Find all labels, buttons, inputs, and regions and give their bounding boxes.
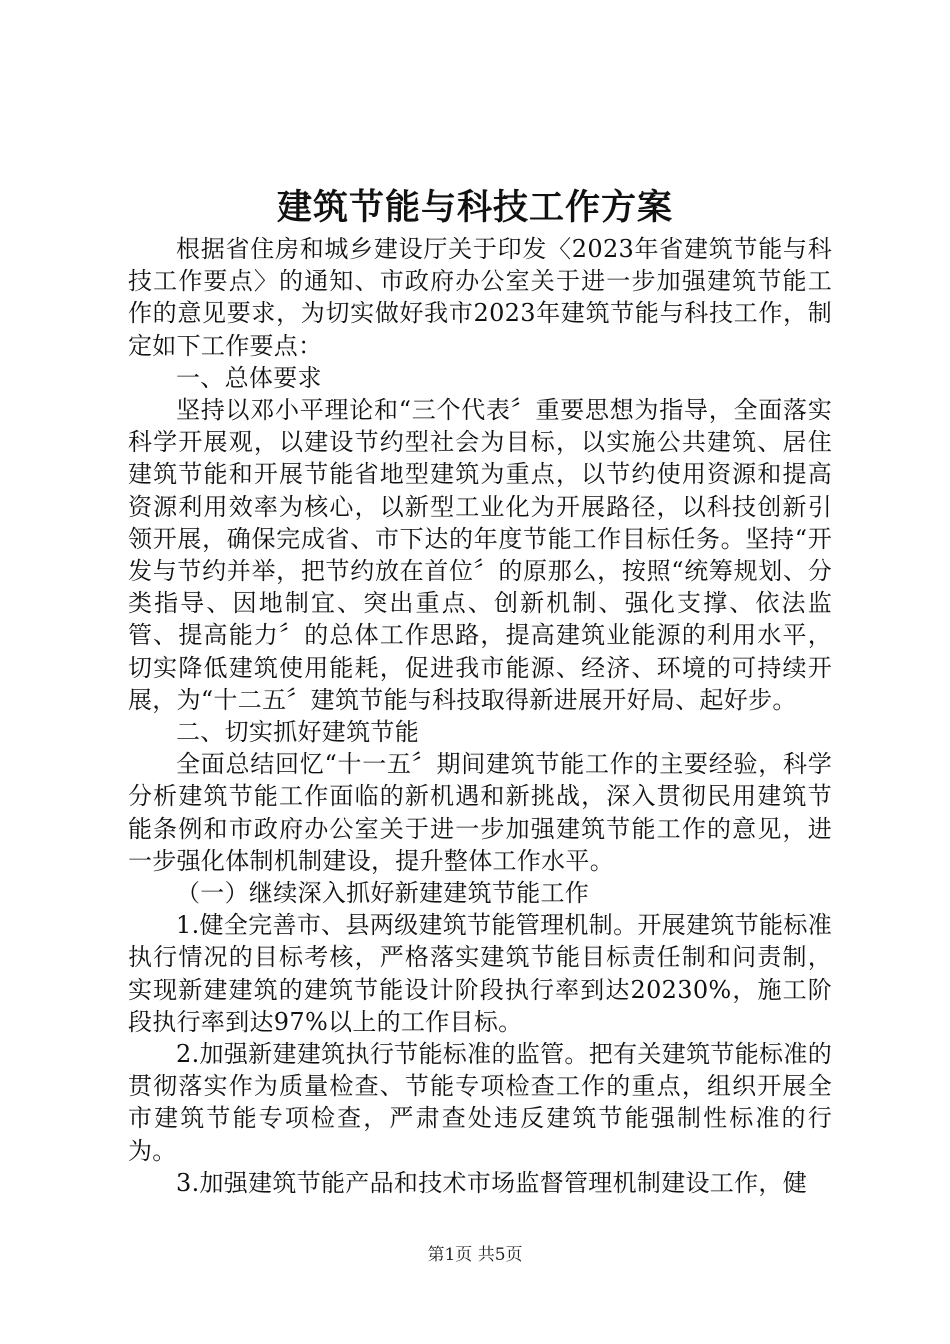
document-body [128,233,832,1199]
list-item-1: 1.健全完善市、县两级建筑节能管理机制。开展建筑节能标准执行情况的目标考核，严格落实建筑节能目标责任制和问责制，实现新建建筑的建筑节能设计阶段执行率到达20230%，施工阶段执行率到达97%以上的工作目标。 [128,911,832,1036]
paragraph-intro: 根据省住房和城乡建设厅关于印发〈2023年省建筑节能与科技工作要点〉的通知、市政府办公室关于进一步加强建筑节能工作的意见要求，为切实做好我市2023年建筑节能与科技工作，制定如下工作要点： [128,235,832,360]
list-item-2: 2.加强新建建筑执行节能标准的监管。把有关建筑节能标准的贯彻落实作为质量检查、节能专项检查工作的重点，组织开展全市建筑节能专项检查，严肃查处违反建筑节能强制性标准的行为。 [128,1040,832,1165]
section-heading-building-energy-saving: 二、切实抓好建筑节能 [176,718,419,747]
page-footer: 第1页 共5页 [427,1245,523,1265]
paragraph-general-requirements: 坚持以邓小平理论和“三个代表〞重要思想为指导，全面落实科学开展观，以建设节约型社会为目标，以实施公共建筑、居住建筑节能和开展节能省地型建筑为重点，以节约使用资源和提高资源利用效率为核心，以新型工业化为开展路径，以科技创新引领开展，确保完成省、市下达的年度节能工作目标任务。坚持“开发与节约并举，把节约放在首位〞的原那么，按照“统筹规划、分类指导、因地制宜、突出重点、创新机制、强化支撑、依法监管、提高能力〞的总体工作思路，提高建筑业能源的利用水平，切实降低建筑使用能耗，促进我市能源、经济、环境的可持续开展，为“十二五〞建筑节能与科技取得新进展开好局、起好步。 [128,396,832,714]
section-heading-general-requirements: 一、总体要求 [176,363,322,392]
subsection-heading-new-buildings: （一）继续深入抓好新建建筑节能工作 [176,879,590,908]
list-item-3: 3.加强建筑节能产品和技术市场监督管理机制建设工作，健 [176,1168,807,1197]
document-title: 建筑节能与科技工作方案 [276,187,673,228]
paragraph-building-energy-saving: 全面总结回忆“十一五〞期间建筑节能工作的主要经验，科学分析建筑节能工作面临的新机遇和新挑战，深入贯彻民用建筑节能条例和市政府办公室关于进一步加强建筑节能工作的意见，进一步强化体制机制建设，提升整体工作水平。 [128,750,832,875]
